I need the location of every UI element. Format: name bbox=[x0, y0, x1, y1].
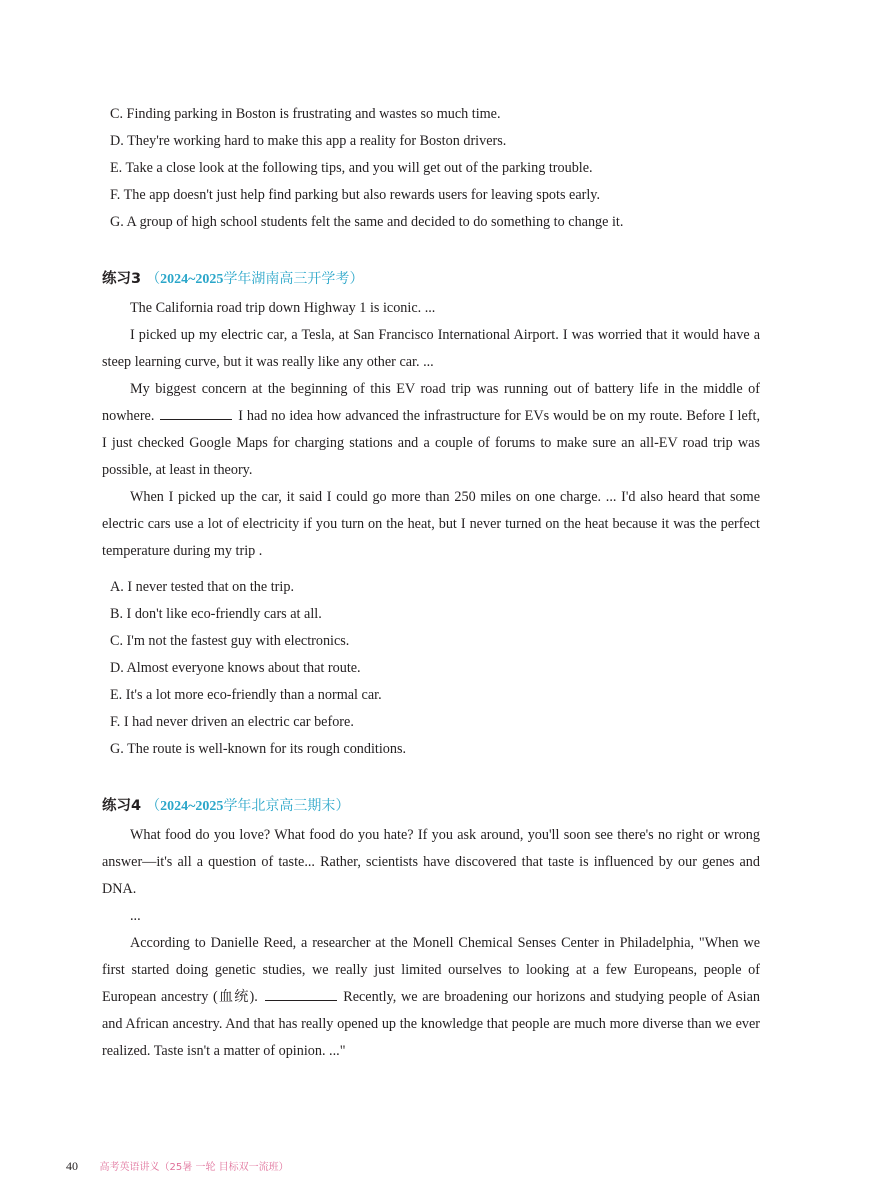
answer-blank bbox=[160, 405, 232, 420]
option-d: D. Almost everyone knows about that route. bbox=[110, 660, 361, 676]
page-number: 40 bbox=[66, 1159, 78, 1173]
answer-blank bbox=[265, 986, 337, 1001]
exercise3-paragraph-4: When I picked up the car, it said I could go more than 250 miles on one charge. ... I'd also heard that some electric cars use a lot of electricity if you turn on the heat, but I never turned on the heat because it was the perfect temperature during my trip . bbox=[102, 489, 760, 559]
book-title: 高考英语讲义（25暑 一轮 目标双一流班） bbox=[99, 1162, 289, 1173]
option-g: G. A group of high school students felt the same and decided to do something to change it. bbox=[110, 214, 624, 230]
exercise4-paragraph-3: According to Danielle Reed, a researcher at the Monell Chemical Senses Center in Philadelphia, "When we first started doing genetic studies, we really just limited ourselves to looking at a few Europeans, people of European ancestry (血统). Recently, we are broadening our horizons and studying people of Asian and African ancestry. And that has really opened up the knowledge that people are much more diverse than we ever realized. Taste isn't a matter of opinion. ..." bbox=[102, 935, 761, 1059]
option-f: F. The app doesn't just help find parking but also rewards users for leaving spots early. bbox=[110, 187, 601, 203]
exercise3-label: 练习3 bbox=[102, 271, 142, 287]
page-footer bbox=[66, 1158, 289, 1176]
exercise3-heading bbox=[102, 268, 363, 291]
exercise3-paragraph-2: I picked up my electric car, a Tesla, at San Francisco International Airport. I was worried that it would have a steep learning curve, but it was really like any other car. ... bbox=[102, 327, 760, 370]
option-e: E. It's a lot more eco-friendly than a normal car. bbox=[110, 687, 382, 703]
exercise4-paragraph-2: ... bbox=[130, 908, 141, 924]
exercise4-passage bbox=[102, 822, 760, 1065]
exercise4-source: （2024~2025学年北京高三期末） bbox=[146, 798, 350, 814]
exercise3-options bbox=[110, 574, 406, 763]
option-f: F. I had never driven an electric car before. bbox=[110, 714, 354, 730]
exercise3-paragraph-1: The California road trip down Highway 1 is iconic. ... bbox=[130, 300, 436, 316]
option-g: G. The route is well-known for its rough conditions. bbox=[110, 741, 407, 757]
option-e: E. Take a close look at the following tips, and you will get out of the parking trouble. bbox=[110, 160, 593, 176]
exercise3-source: （2024~2025学年湖南高三开学考） bbox=[146, 271, 364, 287]
exercise3-paragraph-3: My biggest concern at the beginning of this EV road trip was running out of battery life in the middle of nowhere. I had no idea how advanced the infrastructure for EVs would be on my route. Before I left, I just checked Google Maps for charging stations and a couple of forums to make sure an all-EV road trip was possible, at least in theory. bbox=[102, 381, 760, 478]
exercise3-passage bbox=[102, 295, 760, 565]
exercise4-heading bbox=[102, 795, 349, 818]
option-c: C. I'm not the fastest guy with electronics. bbox=[110, 633, 350, 649]
exercise4-paragraph-1: What food do you love? What food do you hate? If you ask around, you'll soon see there's no right or wrong answer—it's all a question of taste... Rather, scientists have discovered that taste is influenced by our genes and DNA. bbox=[102, 827, 760, 897]
option-c: C. Finding parking in Boston is frustrating and wastes so much time. bbox=[110, 106, 501, 122]
option-d: D. They're working hard to make this app a reality for Boston drivers. bbox=[110, 133, 507, 149]
exercise4-label: 练习4 bbox=[102, 798, 142, 814]
option-a: A. I never tested that on the trip. bbox=[110, 579, 294, 595]
previous-exercise-options bbox=[110, 101, 623, 236]
option-b: B. I don't like eco-friendly cars at all. bbox=[110, 606, 322, 622]
